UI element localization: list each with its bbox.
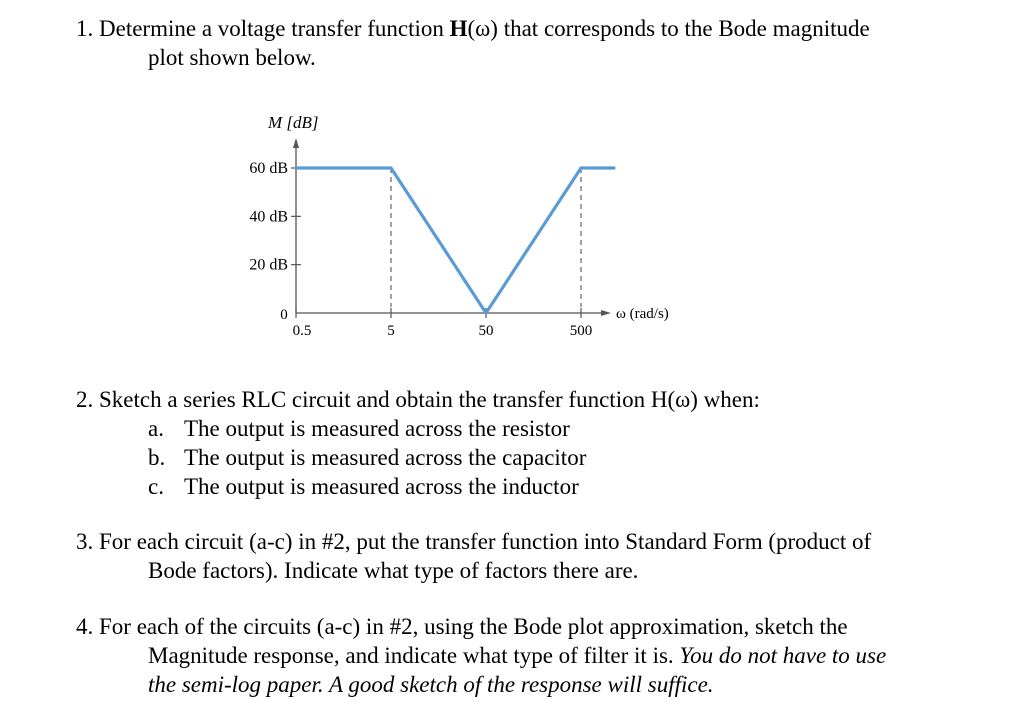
item-label: a.: [148, 416, 164, 441]
question-2-number: 2.: [76, 387, 94, 412]
x-axis-label: ω (rad/s): [616, 306, 669, 322]
question-4-text: For each of the circuits (a-c) in #2, using the Bode plot approximation, sketch the: [99, 614, 848, 639]
question-1-function-symbol: H: [449, 16, 468, 41]
plot-axes: [249, 113, 668, 339]
magnitude-segment: [486, 168, 581, 313]
x-tick-label: 500: [569, 323, 593, 339]
y-tick-label: 0: [280, 307, 288, 323]
y-tick-label: 20 dB: [249, 256, 288, 274]
y-tick-label: 40 dB: [249, 208, 288, 226]
y-axis-label: M [dB]: [268, 113, 319, 132]
plot-marks: [296, 168, 614, 313]
x-tick-label: 5: [387, 323, 395, 339]
x-axis-arrow: [601, 310, 611, 316]
question-3-text: For each circuit (a-c) in #2, put the transfer function into Standard Form (product of: [99, 529, 872, 554]
magnitude-segment: [391, 168, 486, 313]
question-3-line-1: [76, 527, 871, 556]
question-1-text-end: (ω) that corresponds to the Bode magnitude: [467, 16, 870, 41]
x-tick-label: 0.5: [292, 323, 312, 339]
question-4-number: 4.: [76, 614, 94, 639]
y-axis-arrow: [293, 138, 299, 148]
item-text: The output is measured across the resistor: [184, 416, 570, 441]
question-2-item-a: [148, 414, 848, 443]
question-1-text-start: Determine a voltage transfer function: [99, 16, 450, 41]
question-4-line-2-italic: You do not have to use: [679, 643, 887, 668]
question-1-number: 1.: [76, 16, 94, 41]
question-2-item-b: [148, 443, 848, 472]
question-4-line-1: [76, 612, 848, 641]
question-2-text: Sketch a series RLC circuit and obtain the transfer function H(ω) when:: [99, 387, 760, 412]
question-4-line-2: [148, 641, 886, 670]
question-1-line-1: [76, 14, 870, 43]
item-label: c.: [148, 474, 164, 499]
y-tick-label: 60 dB: [249, 160, 288, 177]
question-4-line-3: the semi-log paper. A good sketch of the response will suffice.: [148, 672, 714, 697]
item-text: The output is measured across the capacitor: [184, 445, 587, 470]
item-label: b.: [148, 445, 166, 470]
question-3-line-2: Bode factors). Indicate what type of factors there are.: [148, 558, 639, 583]
x-tick-label: 50: [478, 323, 494, 339]
item-text: The output is measured across the inductor: [184, 474, 579, 499]
bode-magnitude-plot: [220, 100, 720, 360]
question-3-number: 3.: [76, 529, 94, 554]
question-4-line-2-normal: Magnitude response, and indicate what type of filter it is.: [148, 643, 680, 668]
question-1-line-2: plot shown below.: [148, 45, 316, 70]
question-2-item-c: [148, 472, 848, 501]
question-2-line-1: [76, 385, 760, 414]
